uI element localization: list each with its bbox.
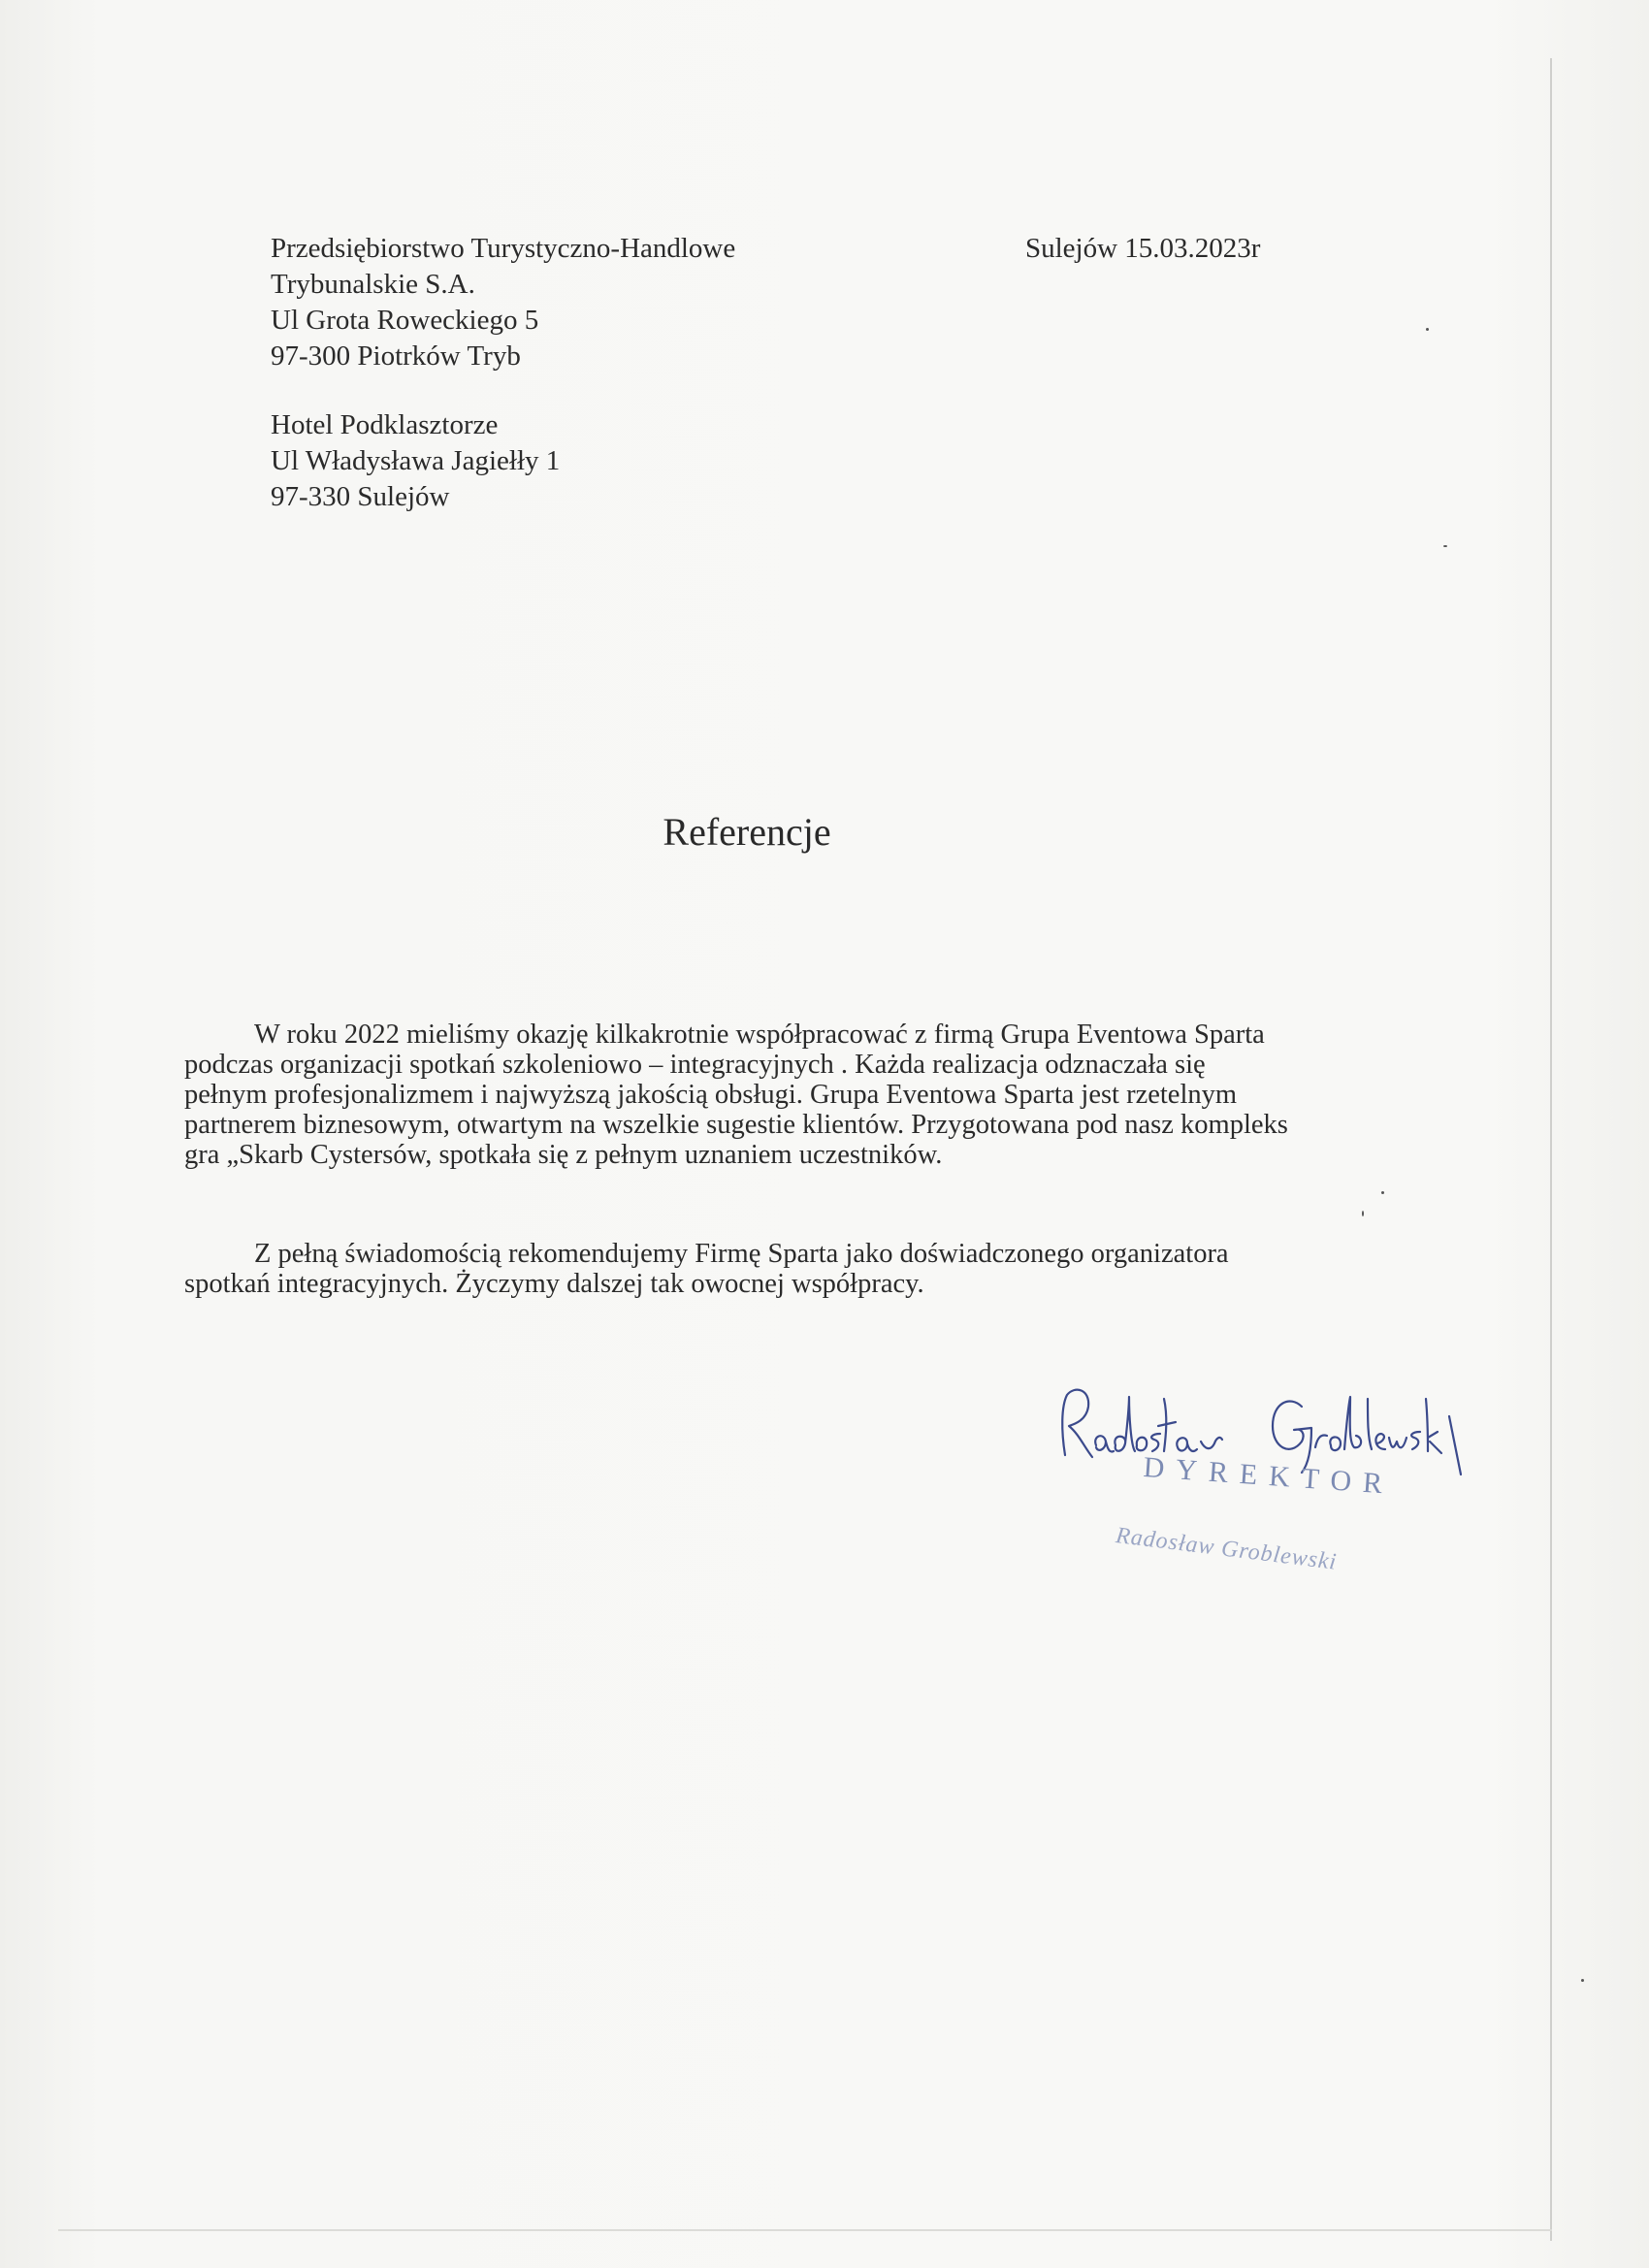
sender-address bbox=[271, 231, 735, 374]
body-paragraph-1 bbox=[184, 1020, 1373, 1170]
scan-speck bbox=[1426, 328, 1429, 331]
paragraph-line: pełnym profesjonalizmem i najwyższą jakością obsługi. Grupa Eventowa Sparta jest rzetelnym bbox=[184, 1080, 1238, 1110]
scan-speck bbox=[1362, 1211, 1364, 1216]
page-edge-bottom bbox=[58, 2229, 1552, 2231]
stamp-name: Radosław Groblewski bbox=[1114, 1523, 1339, 1575]
sender-line: Ul Grota Roweckiego 5 bbox=[271, 305, 539, 336]
paragraph-line: spotkań integracyjnych. Życzymy dalszej tak owocnej współpracy. bbox=[184, 1269, 924, 1299]
page-edge-right bbox=[1550, 58, 1552, 2241]
paragraph-line: partnerem biznesowym, otwartym na wszelkie sugestie klientów. Przygotowana pod nasz kompleks bbox=[184, 1110, 1288, 1140]
paragraph-line: gra „Skarb Cystersów, spotkała się z pełnym uznaniem uczestników. bbox=[184, 1140, 943, 1170]
letter-date: Sulejów 15.03.2023r bbox=[1025, 233, 1261, 264]
sender-line: 97-300 Piotrków Tryb bbox=[271, 340, 521, 372]
paragraph-line: W roku 2022 mieliśmy okazję kilkakrotnie współpracować z firmą Grupa Eventowa Sparta bbox=[254, 1020, 1265, 1050]
document-title: Referencje bbox=[663, 810, 831, 854]
scan-speck bbox=[1581, 1979, 1584, 1982]
recipient-line: Ul Władysława Jagiełły 1 bbox=[271, 445, 561, 476]
paragraph-line: podczas organizacji spotkań szkoleniowo – integracyjnych . Każda realizacja odznaczała się bbox=[184, 1050, 1206, 1080]
signature-block bbox=[1048, 1377, 1474, 1610]
paragraph-line: Z pełną świadomością rekomendujemy Firmę Sparta jako doświadczonego organizatora bbox=[254, 1239, 1229, 1269]
scan-speck bbox=[1381, 1191, 1384, 1194]
recipient-line: 97-330 Sulejów bbox=[271, 481, 450, 512]
stamp-title: DYREKTOR bbox=[1142, 1451, 1396, 1501]
body-paragraph-2 bbox=[184, 1239, 1373, 1299]
sender-line: Trybunalskie S.A. bbox=[271, 269, 475, 300]
recipient-line: Hotel Podklasztorze bbox=[271, 409, 499, 440]
scan-speck bbox=[1443, 545, 1447, 547]
recipient-address bbox=[271, 407, 560, 515]
sender-line: Przedsiębiorstwo Turystyczno-Handlowe bbox=[271, 233, 736, 264]
